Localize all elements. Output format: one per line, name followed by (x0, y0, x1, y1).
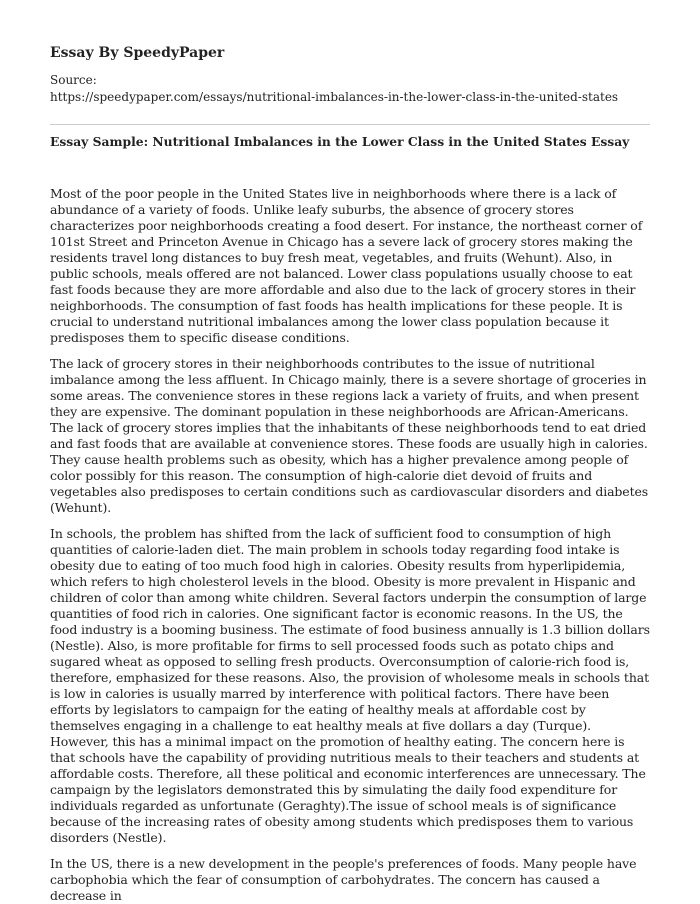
essay-paragraph: Most of the poor people in the United States live in neighborhoods where there is a lack of abundance of a variety of foods. Unlike leafy suburbs, the absence of grocery stores characterizes poor neighborhoods creating a food desert. For instance, the northeast corner of 101st Street and Princeton Avenue in Chicago has a severe lack of grocery stores making the residents travel long distances to buy fresh meat, vegetables, and fruits (Wehunt). Also, in public schools, meals offered are not balanced. Lower class populations usually choose to eat fast foods because they are more affordable and also due to the lack of grocery stores in their neighborhoods. The consumption of fast foods has health implications for these people. It is crucial to understand nutritional imbalances among the lower class population because it predisposes them to specific disease conditions. (50, 186, 643, 345)
source-url: https://speedypaper.com/essays/nutritional-imbalances-in-the-lower-class-in-the-united-states (50, 90, 619, 104)
essay-paragraph: The lack of grocery stores in their neighborhoods contributes to the issue of nutritional imbalance among the less affluent. In Chicago mainly, there is a severe shortage of groceries in some areas. The convenience stores in these regions lack a variety of fruits, and when present they are expensive. The dominant population in these neighborhoods are African-Americans. The lack of grocery stores implies that the inhabitants of these neighborhoods tend to eat dried and fast foods that are available at convenience stores. These foods are usually high in calories. They cause health problems such as obesity, which has a higher prevalence among people of color possibly for this reason. The consumption of high-calorie diet devoid of fruits and vegetables also predisposes to certain conditions such as cardiovascular disorders and diabetes (Wehunt). (50, 356, 649, 515)
essay-title: Essay Sample: Nutritional Imbalances in the Lower Class in the United States Essay (50, 134, 630, 149)
source-block (50, 72, 670, 106)
document-brand: Essay By SpeedyPaper (50, 45, 225, 61)
essay-paragraph: In schools, the problem has shifted from the lack of sufficient food to consumption of high quantities of calorie-laden diet. The main problem in schools today regarding food intake is obesity due to eating of too much food high in calories. Obesity results from hyperlipidemia, which refers to high cholesterol levels in the blood. Obesity is more prevalent in Hispanic and children of color than among white children. Several factors underpin the consumption of large quantities of food rich in calories. One significant factor is economic reasons. In the US, the food industry is a booming business. The estimate of food business annually is 1.3 billion dollars (Nestle). Also, is more profitable for firms to sell processed foods such as potato chips and sugared wheat as opposed to selling fresh products. Overconsumption of calorie-rich food is, therefore, emphasized for these reasons. Also, the provision of wholesome meals in schools that is low in calories is usually marred by interference with political factors. There have been efforts by legislators to campaign for the eating of healthy meals at affordable cost by themselves engaging in a challenge to eat healthy meals at five dollars a day (Turque). However, this has a minimal impact on the promotion of healthy eating. The concern here is that schools have the capability of providing nutritious meals to their teachers and students at affordable costs. Therefore, all these political and economic interferences are unnecessary. The campaign by the legislators demonstrated this by simulating the daily food expenditure for individuals regarded as unfortunate (Geraghty).The issue of school meals is of significance because of the increasing rates of obesity among students which predisposes them to various disorders (Nestle). (50, 526, 650, 845)
essay-paragraph: In the US, there is a new development in the people's preferences of foods. Many people have carbophobia which the fear of consumption of carbohydrates. The concern has caused a decrease in (50, 856, 637, 903)
source-label: Source: (50, 73, 97, 87)
essay-body (50, 186, 650, 903)
header-divider (50, 124, 650, 125)
